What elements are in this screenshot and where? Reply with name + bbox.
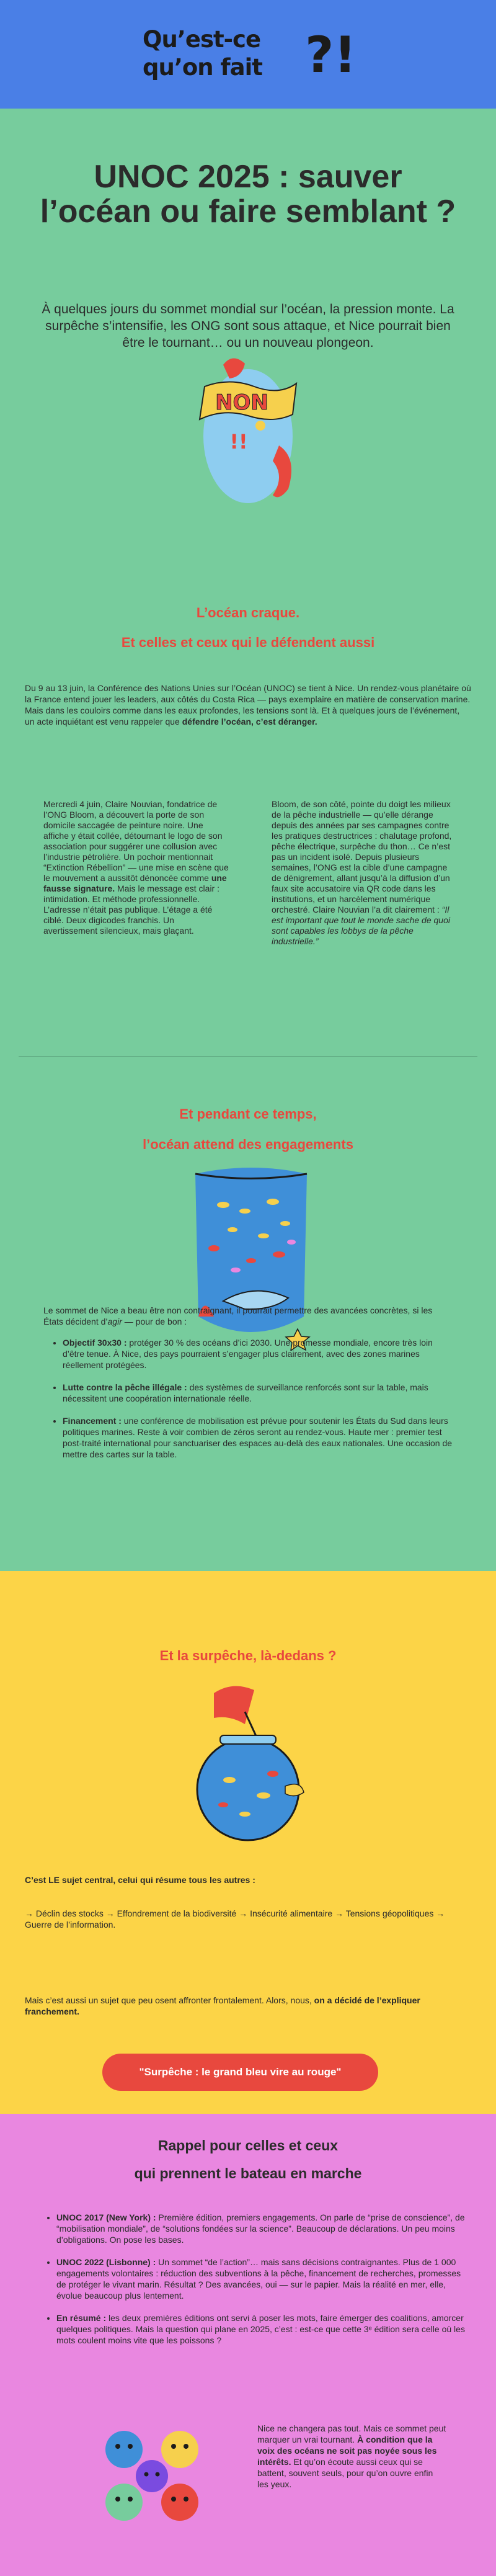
section4-closing-b: Et qu’on écoute aussi ceux qui se battent, souvent seuls, pour qu’on ouvre enfin les yeux. — [257, 2457, 433, 2489]
brand-line-1: Qu’est-ce — [143, 26, 261, 53]
left-col-bold: une fausse signature. — [43, 873, 227, 893]
list-item — [56, 2312, 468, 2346]
section2-intro-em: agir — [107, 1317, 122, 1326]
bowl-rim — [220, 1735, 276, 1744]
list-item-text: Un sommet “de l’action”… mais sans décisions contraignantes. Plus de 1 000 engagements volontaires : réduction des subventions à la pêche, financement de recherches, promesses de protéger le vivant marin. Résultat ? Des avancées, oui — sur le papier. Mais la réalité en mer, elle, évolue beaucoup plus lentement. — [56, 2257, 461, 2301]
section3-chain: → Déclin des stocks → Effondrement de la biodiversité → Insécurité alimentaire → Tensions géopolitiques → Guerre de l’information. — [25, 1908, 445, 1930]
article-cta-button[interactable]: "Surpêche : le grand bleu vire au rouge" — [102, 2054, 378, 2091]
section1-heading-1: L’océan craque. — [196, 605, 300, 620]
list-item-label: Objectif 30x30 : — [63, 1338, 127, 1348]
sign-marks: !! — [229, 430, 248, 454]
list-item-text: Première édition, premiers engagements. On parle de “prise de conscience”, de “mobilisation mondiale”, de “solutions fondées sur la science”. Beaucoup de déclarations. Un peu moins d’obligations. On pose les bases. — [56, 2212, 465, 2245]
section3-central-text: C’est LE sujet central, celui qui résume tous les autres : — [25, 1875, 255, 1885]
section2-intro — [43, 1305, 453, 1327]
section3-closing-bold: on a décidé de l’expliquer franchement. — [25, 1995, 420, 2016]
brand-line-2: qu’on fait — [143, 54, 262, 81]
section4-closing — [257, 2423, 446, 2490]
section3-central — [25, 1874, 471, 1885]
site-header — [0, 0, 496, 109]
sign-text: NON — [215, 390, 268, 415]
brand-logo[interactable] — [143, 25, 356, 87]
section1-left-column — [43, 799, 229, 936]
list-item — [63, 1382, 456, 1404]
section1-intro-bold: défendre l’océan, c’est déranger. — [182, 717, 317, 727]
list-item-label: UNOC 2017 (New York) : — [56, 2212, 156, 2222]
section1-heading-2: Et celles et ceux qui le défendent aussi — [121, 635, 375, 650]
section4-heading-2: qui prennent le bateau en marche — [134, 2165, 362, 2181]
right-col-text: Bloom, de son côté, pointe du doigt les milieux de la pêche industrielle — qu’elle dérange depuis des années par ses campagnes contre les pratiques destructrices : chalutage profond, pêche électrique, surpêche du thon… Ce n’est pas un incident isolé. Depuis plusieurs semaines, l’ONG est la cible d’une campagne de dénigrement, allant jusqu’à la diffusion d’un faux site accusatoire via QR code dans les institutions, et un harcèlement numérique orchestré. Claire Nouvian l’a dit clairement : — [272, 799, 452, 915]
hero-lead: À quelques jours du sommet mondial sur l’océan, la pression monte. La surpêche s’intensifie, les ONG sont sous attaque, et Nice pourrait bien être le tournant… ou un nouveau plongeon. — [42, 302, 454, 350]
section2-intro-a: Le sommet de Nice a beau être non contraignant, il pourrait permettre des avancées concrètes, si les États décident d’ — [43, 1305, 433, 1326]
list-item — [63, 1415, 456, 1460]
fishbowl-shape — [197, 1738, 299, 1840]
brand-mark: ?! — [305, 26, 356, 84]
list-item — [56, 2212, 468, 2245]
history-list — [40, 2212, 468, 2357]
section1-intro — [25, 682, 471, 727]
section2-heading-2: l’océan attend des engagements — [143, 1137, 353, 1152]
section4-closing-a: Nice ne changera pas tout. Mais ce sommet peut marquer un vrai tournant. — [257, 2423, 446, 2444]
section3-closing — [25, 1995, 471, 2017]
list-item-label: En résumé : — [56, 2313, 107, 2323]
section3-heading: Et la surpêche, là-dedans ? — [159, 1648, 337, 1663]
section4-closing-bold: À condition que la voix des océans ne soit pas noyée sous les intérêts. — [257, 2435, 437, 2467]
green-section — [0, 109, 496, 1064]
list-item-label: Financement : — [63, 1416, 122, 1426]
hero-illustration — [186, 352, 310, 508]
section2-heading-1: Et pendant ce temps, — [179, 1106, 317, 1122]
left-col-text-b: Mais le message est clair : intimidation. Et méthode professionnelle. L’adresse n’était pas publique. L’étage a été ciblé. Deux digicodes franchis. Un avertissement silencieux, mais glaçant. — [43, 883, 219, 936]
left-col-text-a: Mercredi 4 juin, Claire Nouvian, fondatrice de l’ONG Bloom, a découvert la porte de son domicile saccagée de peinture noire. Une affiche y était collée, détournant le logo de son association pour suggérer une collusion avec l’industrie pétrolière. Un pochoir mentionnait “Extinction Rébellion” — une mise en scène que le mouvement a aussitôt dénoncée comme — [43, 799, 229, 883]
section2-intro-b: — pour de bon : — [122, 1317, 187, 1326]
right-col-quote: “Il est important que tout le monde sache de quoi sont capables les lobbys de la pêche industrielle.” — [272, 905, 450, 946]
sparkle-icon — [255, 421, 265, 431]
list-item-label: UNOC 2022 (Lisbonne) : — [56, 2257, 156, 2267]
list-item-label: Lutte contre la pêche illégale : — [63, 1382, 187, 1392]
jumping-fish-icon — [285, 1784, 304, 1796]
faces-illustration — [87, 2415, 217, 2539]
engagements-list — [46, 1337, 456, 1471]
list-item — [63, 1337, 456, 1371]
list-item-text: protéger 30 % des océans d’ici 2030. Une promesse mondiale, encore très loin d’être tenue. À Nice, des pays pourraient s’engager plus clairement, avec des zones marines réellement protégées. — [63, 1338, 433, 1370]
section3-closing-text: Mais c’est aussi un sujet que peu osent affronter frontalement. Alors, nous, — [25, 1995, 314, 2005]
list-item — [56, 2256, 468, 2301]
list-item-text: les deux premières éditions ont servi à poser les mots, faire émerger des coalitions, amorcer quelques politiques. Mais la question qui plane en 2025, c’est : est-ce que cette 3ᵉ édition sera celle où les mots coulent moins vite que les poissons ? — [56, 2313, 465, 2345]
list-item-text: une conférence de mobilisation est prévue pour soutenir les États du Sud dans leurs politiques marines. Reste à voir combien de zéros seront au rendez-vous. Haute mer : premier test post-traité international pour sanctuariser des espaces au-delà des eaux nationales. Une occasion de mettre des cartes sur la table. — [63, 1416, 453, 1459]
section-divider — [19, 1056, 477, 1057]
section1-right-column — [272, 799, 454, 947]
fishbowl-illustration — [186, 1681, 310, 1845]
page-title: UNOC 2025 : sauver l’océan ou faire semblant ? — [40, 159, 456, 230]
list-item-text: des systèmes de surveillance renforcés sont sur la table, mais nécessitent une coopération internationale réelle. — [63, 1382, 428, 1403]
section4-heading-1: Rappel pour celles et ceux — [157, 2137, 339, 2153]
section1-intro-text: Du 9 au 13 juin, la Conférence des Nations Unies sur l’Océan (UNOC) se tient à Nice. Un rendez-vous planétaire où la France entend jouer les leaders, aux côtés du Costa Rica — pays exemplaire en matière de conservation marine. Mais dans les couloirs comme dans les eaux profondes, les tensions sont là. Et à quelques jours de l’événement, un acte inquiétant est venu rappeler que — [25, 683, 471, 727]
